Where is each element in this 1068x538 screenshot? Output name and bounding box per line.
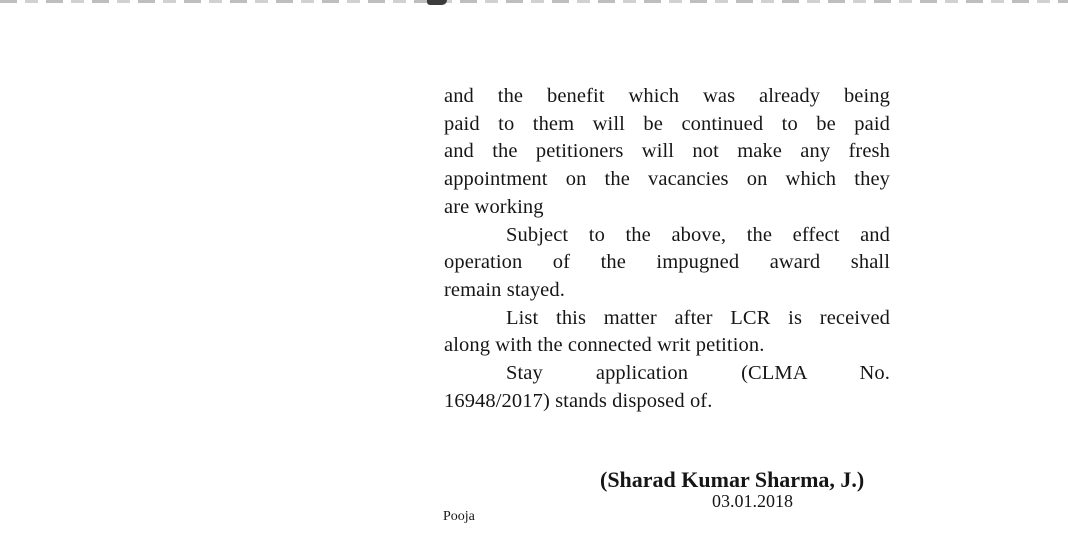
- order-text-line: along with the connected writ petition.: [444, 334, 765, 357]
- order-text-line: and the petitioners will not make any fresh: [444, 140, 890, 163]
- order-text-line: are working: [444, 195, 544, 218]
- order-text-line: Stay application (CLMA No.: [506, 362, 890, 385]
- order-text-line: appointment on the vacancies on which they: [444, 168, 890, 191]
- order-text-line: List this matter after LCR is received: [506, 306, 890, 329]
- order-text-line: 16948/2017) stands disposed of.: [444, 389, 713, 412]
- judge-signature-name: (Sharad Kumar Sharma, J.): [600, 467, 865, 492]
- order-text-line: remain stayed.: [444, 278, 565, 301]
- order-text-line: paid to them will be continued to be paid: [444, 112, 890, 135]
- cropped-text-dark-mark: [427, 0, 447, 5]
- cropped-text-remnant: [0, 0, 1068, 3]
- order-date: 03.01.2018: [712, 491, 793, 511]
- order-text-line: and the benefit which was already being: [444, 85, 890, 107]
- order-text-line: operation of the impugned award shall: [444, 251, 890, 274]
- stenographer-name: Pooja: [443, 509, 475, 524]
- order-text-line: Subject to the above, the effect and: [506, 223, 890, 246]
- order-text-block: [444, 83, 890, 415]
